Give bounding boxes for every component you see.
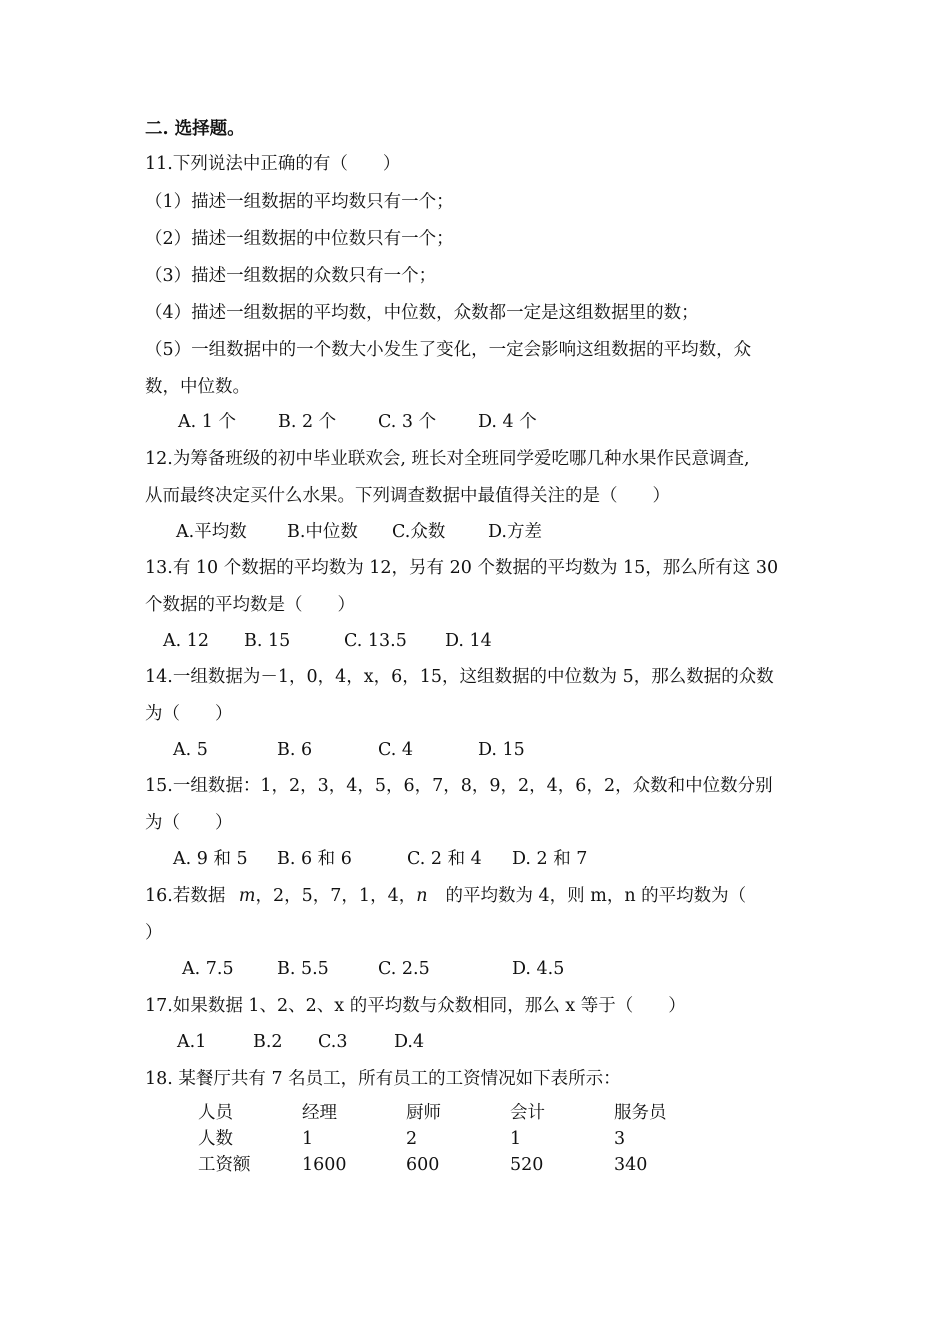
q15-line-2: 为（ ） bbox=[145, 813, 233, 833]
table-cell: 520 bbox=[510, 1155, 544, 1175]
q16-middle: ，2，5，7，1，4， bbox=[255, 886, 417, 906]
q16-var-m: m bbox=[238, 886, 256, 906]
q14-option-a[interactable]: A. 5 bbox=[173, 740, 208, 760]
q17-option-a[interactable]: A.1 bbox=[177, 1032, 207, 1052]
q16-suffix: 的平均数为 4，则 m，n 的平均数为（ bbox=[445, 886, 747, 906]
q12-option-c[interactable]: C.众数 bbox=[392, 522, 446, 542]
q12-option-b[interactable]: B.中位数 bbox=[287, 522, 358, 542]
q13-option-b[interactable]: B. 15 bbox=[244, 631, 291, 651]
q13-line-1: 13.有 10 个数据的平均数为 12，另有 20 个数据的平均数为 15，那么所有这 30 bbox=[145, 558, 779, 578]
q17-stem: 17.如果数据 1、2、2、x 的平均数与众数相同，那么 x 等于（ ） bbox=[145, 996, 686, 1016]
table-cell: 1600 bbox=[302, 1155, 347, 1175]
table-cell: 3 bbox=[614, 1129, 626, 1149]
q13-option-c[interactable]: C. 13.5 bbox=[344, 631, 407, 651]
q14-option-b[interactable]: B. 6 bbox=[277, 740, 313, 760]
q11-item-3: （3）描述一组数据的众数只有一个； bbox=[145, 266, 437, 286]
q13-option-d[interactable]: D. 14 bbox=[445, 631, 492, 651]
q11-option-c[interactable]: C. 3 个 bbox=[378, 412, 437, 432]
table-cell: 人数 bbox=[198, 1129, 233, 1149]
q17-option-c[interactable]: C.3 bbox=[318, 1032, 348, 1052]
table-cell: 1 bbox=[510, 1129, 522, 1149]
q15-option-b[interactable]: B. 6 和 6 bbox=[277, 849, 352, 869]
salary-table bbox=[198, 1100, 714, 1178]
q16-line-2: ） bbox=[145, 923, 163, 943]
q15-option-d[interactable]: D. 2 和 7 bbox=[512, 849, 588, 869]
q18-stem: 18. 某餐厅共有 7 名员工，所有员工的工资情况如下表所示： bbox=[145, 1069, 621, 1089]
q16-prefix: 16.若数据 bbox=[145, 886, 226, 906]
q16-option-d[interactable]: D. 4.5 bbox=[512, 959, 565, 979]
q11-option-d[interactable]: D. 4 个 bbox=[478, 412, 537, 432]
q11-item-2: （2）描述一组数据的中位数只有一个； bbox=[145, 229, 454, 249]
q11-item-4: （4）描述一组数据的平均数，中位数，众数都一定是这组数据里的数； bbox=[145, 303, 699, 323]
q13-line-2: 个数据的平均数是（ ） bbox=[145, 595, 355, 615]
q14-line-1: 14.一组数据为－1，0，4，x，6，15，这组数据的中位数为 5，那么数据的众数 bbox=[145, 667, 774, 687]
q16-option-a[interactable]: A. 7.5 bbox=[182, 959, 234, 979]
table-cell: 服务员 bbox=[614, 1103, 667, 1123]
q16-line-1 bbox=[145, 884, 746, 908]
q11-option-b[interactable]: B. 2 个 bbox=[278, 412, 337, 432]
table-cell: 工资额 bbox=[198, 1155, 251, 1175]
q11-option-a[interactable]: A. 1 个 bbox=[178, 412, 236, 432]
q16-option-c[interactable]: C. 2.5 bbox=[378, 959, 430, 979]
q12-line-1: 12.为筹备班级的初中毕业联欢会, 班长对全班同学爱吃哪几种水果作民意调查, bbox=[145, 449, 750, 469]
q11-item-5-cont: 数，中位数。 bbox=[145, 377, 250, 397]
table-cell: 600 bbox=[406, 1155, 440, 1175]
table-row bbox=[198, 1100, 714, 1126]
q14-option-d[interactable]: D. 15 bbox=[478, 740, 525, 760]
table-cell: 人员 bbox=[198, 1103, 233, 1123]
q16-option-b[interactable]: B. 5.5 bbox=[277, 959, 329, 979]
q14-line-2: 为（ ） bbox=[145, 704, 233, 724]
q15-line-1: 15.一组数据：1，2，3，4，5，6，7，8，9，2，4，6，2，众数和中位数分别 bbox=[145, 776, 773, 796]
table-cell: 1 bbox=[302, 1129, 314, 1149]
table-cell: 2 bbox=[406, 1129, 418, 1149]
q13-option-a[interactable]: A. 12 bbox=[163, 631, 210, 651]
q14-option-c[interactable]: C. 4 bbox=[378, 740, 414, 760]
q11-item-1: （1）描述一组数据的平均数只有一个； bbox=[145, 192, 454, 212]
q12-line-2: 从而最终决定买什么水果。下列调查数据中最值得关注的是（ ） bbox=[145, 486, 670, 506]
table-cell: 经理 bbox=[302, 1103, 337, 1123]
table-row bbox=[198, 1152, 714, 1178]
q12-option-d[interactable]: D.方差 bbox=[488, 522, 542, 542]
q16-var-n: n bbox=[416, 886, 428, 906]
table-row bbox=[198, 1126, 714, 1152]
section-title: 二. 选择题。 bbox=[145, 119, 245, 139]
table-cell: 厨师 bbox=[406, 1103, 441, 1123]
table-cell: 340 bbox=[614, 1155, 648, 1175]
q15-option-c[interactable]: C. 2 和 4 bbox=[407, 849, 482, 869]
q17-option-d[interactable]: D.4 bbox=[394, 1032, 425, 1052]
q15-option-a[interactable]: A. 9 和 5 bbox=[173, 849, 248, 869]
q11-stem: 11.下列说法中正确的有（ ） bbox=[145, 154, 401, 174]
q17-option-b[interactable]: B.2 bbox=[253, 1032, 283, 1052]
q11-item-5: （5）一组数据中的一个数大小发生了变化，一定会影响这组数据的平均数，众 bbox=[145, 340, 752, 360]
table-cell: 会计 bbox=[510, 1103, 545, 1123]
q12-option-a[interactable]: A.平均数 bbox=[176, 522, 247, 542]
